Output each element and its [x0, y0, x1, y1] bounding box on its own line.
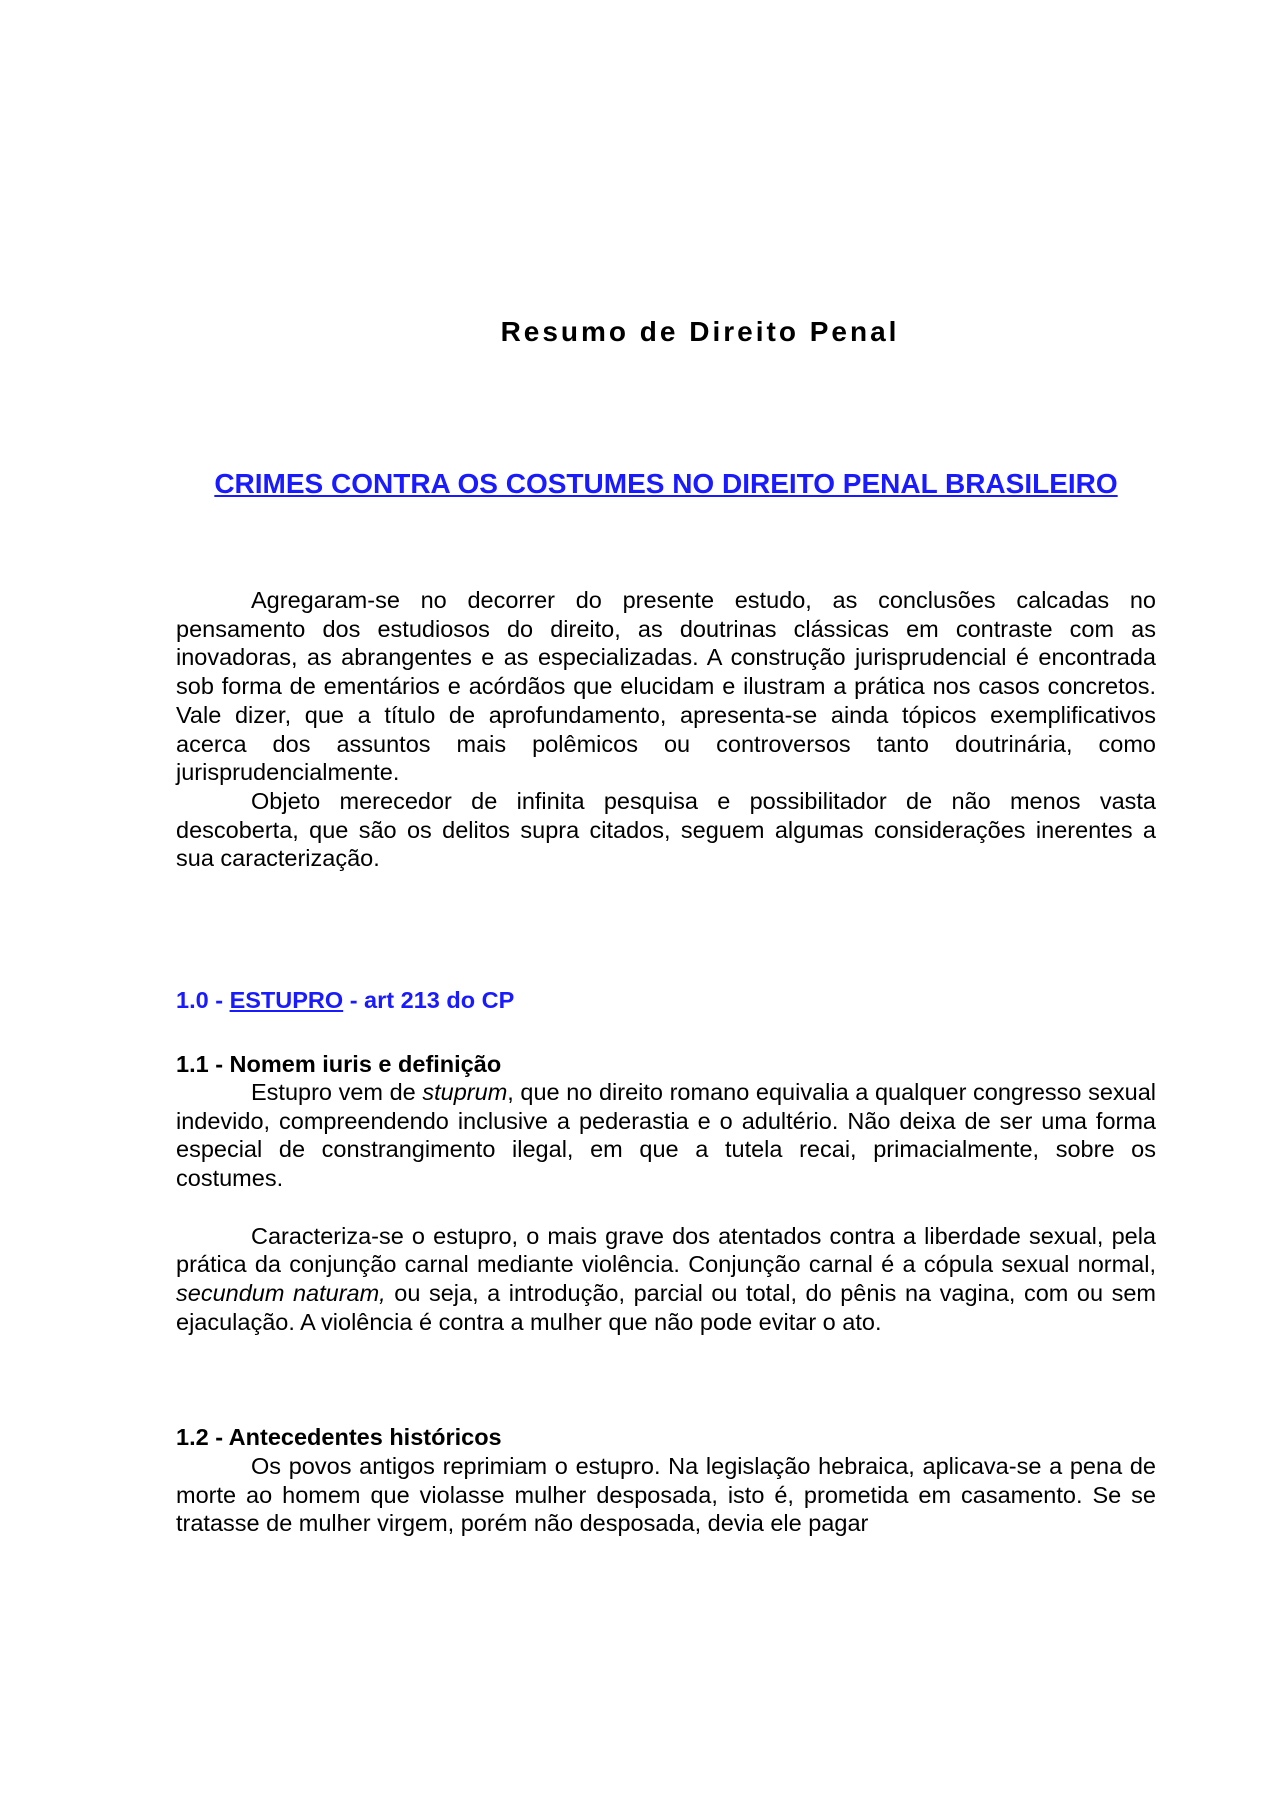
section-1-2-heading: 1.2 - Antecedentes históricos — [176, 1424, 502, 1450]
intro-section — [176, 586, 1156, 873]
intro-paragraph-2: Objeto merecedor de infinita pesquisa e possibilitador de não menos vasta descoberta, que são os delitos supra citados, seguem algumas considerações inerentes a sua caracterização. — [176, 787, 1156, 872]
section-1-0-heading — [176, 986, 514, 1015]
section-1-1-paragraph-2: Caracteriza-se o estupro, o mais grave dos atentados contra a liberdade sexual, pela prática da conjunção carnal mediante violência. Conjunção carnal é a cópula sexual normal, secundum naturam, ou seja, a introdução, parcial ou total, do pênis na vagina, com ou sem ejaculação. A violência é contra a mulher que não pode evitar o ato. — [176, 1222, 1156, 1335]
stuprum-term: stuprum — [422, 1079, 508, 1105]
intro-paragraph-1: Agregaram-se no decorrer do presente estudo, as conclusões calcadas no pensamento dos estudiosos do direito, as doutrinas clássicas em contraste com as inovadoras, as abrangentes e as especializadas. A construção jurisprudencial é encontrada sob forma de ementários e acórdãos que elucidam e ilustram a prática nos casos concretos. Vale dizer, que a título de aprofundamento, apresenta-se ainda tópicos exemplificativos acerca dos assuntos mais polêmicos ou controversos tanto doutrinária, como jurisprudencialmente. — [176, 587, 1156, 786]
section-1-2-paragraph-1: Os povos antigos reprimiam o estupro. Na legislação hebraica, aplicava-se a pena de morte ao homem que violasse mulher desposada, isto é, prometida em casamento. Se se tratasse de mulher virgem, porém não desposada, devia ele pagar — [176, 1453, 1156, 1537]
section-1-2-body — [176, 1452, 1156, 1538]
section-1-1-paragraph-1: Estupro vem de stuprum, que no direito romano equivalia a qualquer congresso sexual indevido, compreendendo inclusive a pederastia e o adultério. Não deixa de ser uma forma especial de constrangimento ilegal, em que a tutela recai, primacialmente, sobre os costumes. — [176, 1079, 1156, 1192]
main-heading — [196, 468, 1136, 500]
secundum-naturam-term: secundum naturam, — [176, 1279, 386, 1306]
section-1-1-heading: 1.1 - Nomem iuris e definição — [176, 1051, 502, 1077]
section-1-0-prefix: 1.0 - — [176, 987, 230, 1013]
estupro-link[interactable]: ESTUPRO — [229, 987, 344, 1013]
page-title: Resumo de Direito Penal — [500, 316, 900, 347]
section-1-0-suffix: - art 213 do CP — [343, 987, 515, 1013]
section-1-1-body — [176, 1078, 1156, 1336]
main-heading-link[interactable]: CRIMES CONTRA OS COSTUMES NO DIREITO PENAL BRASILEIRO — [214, 468, 1118, 499]
